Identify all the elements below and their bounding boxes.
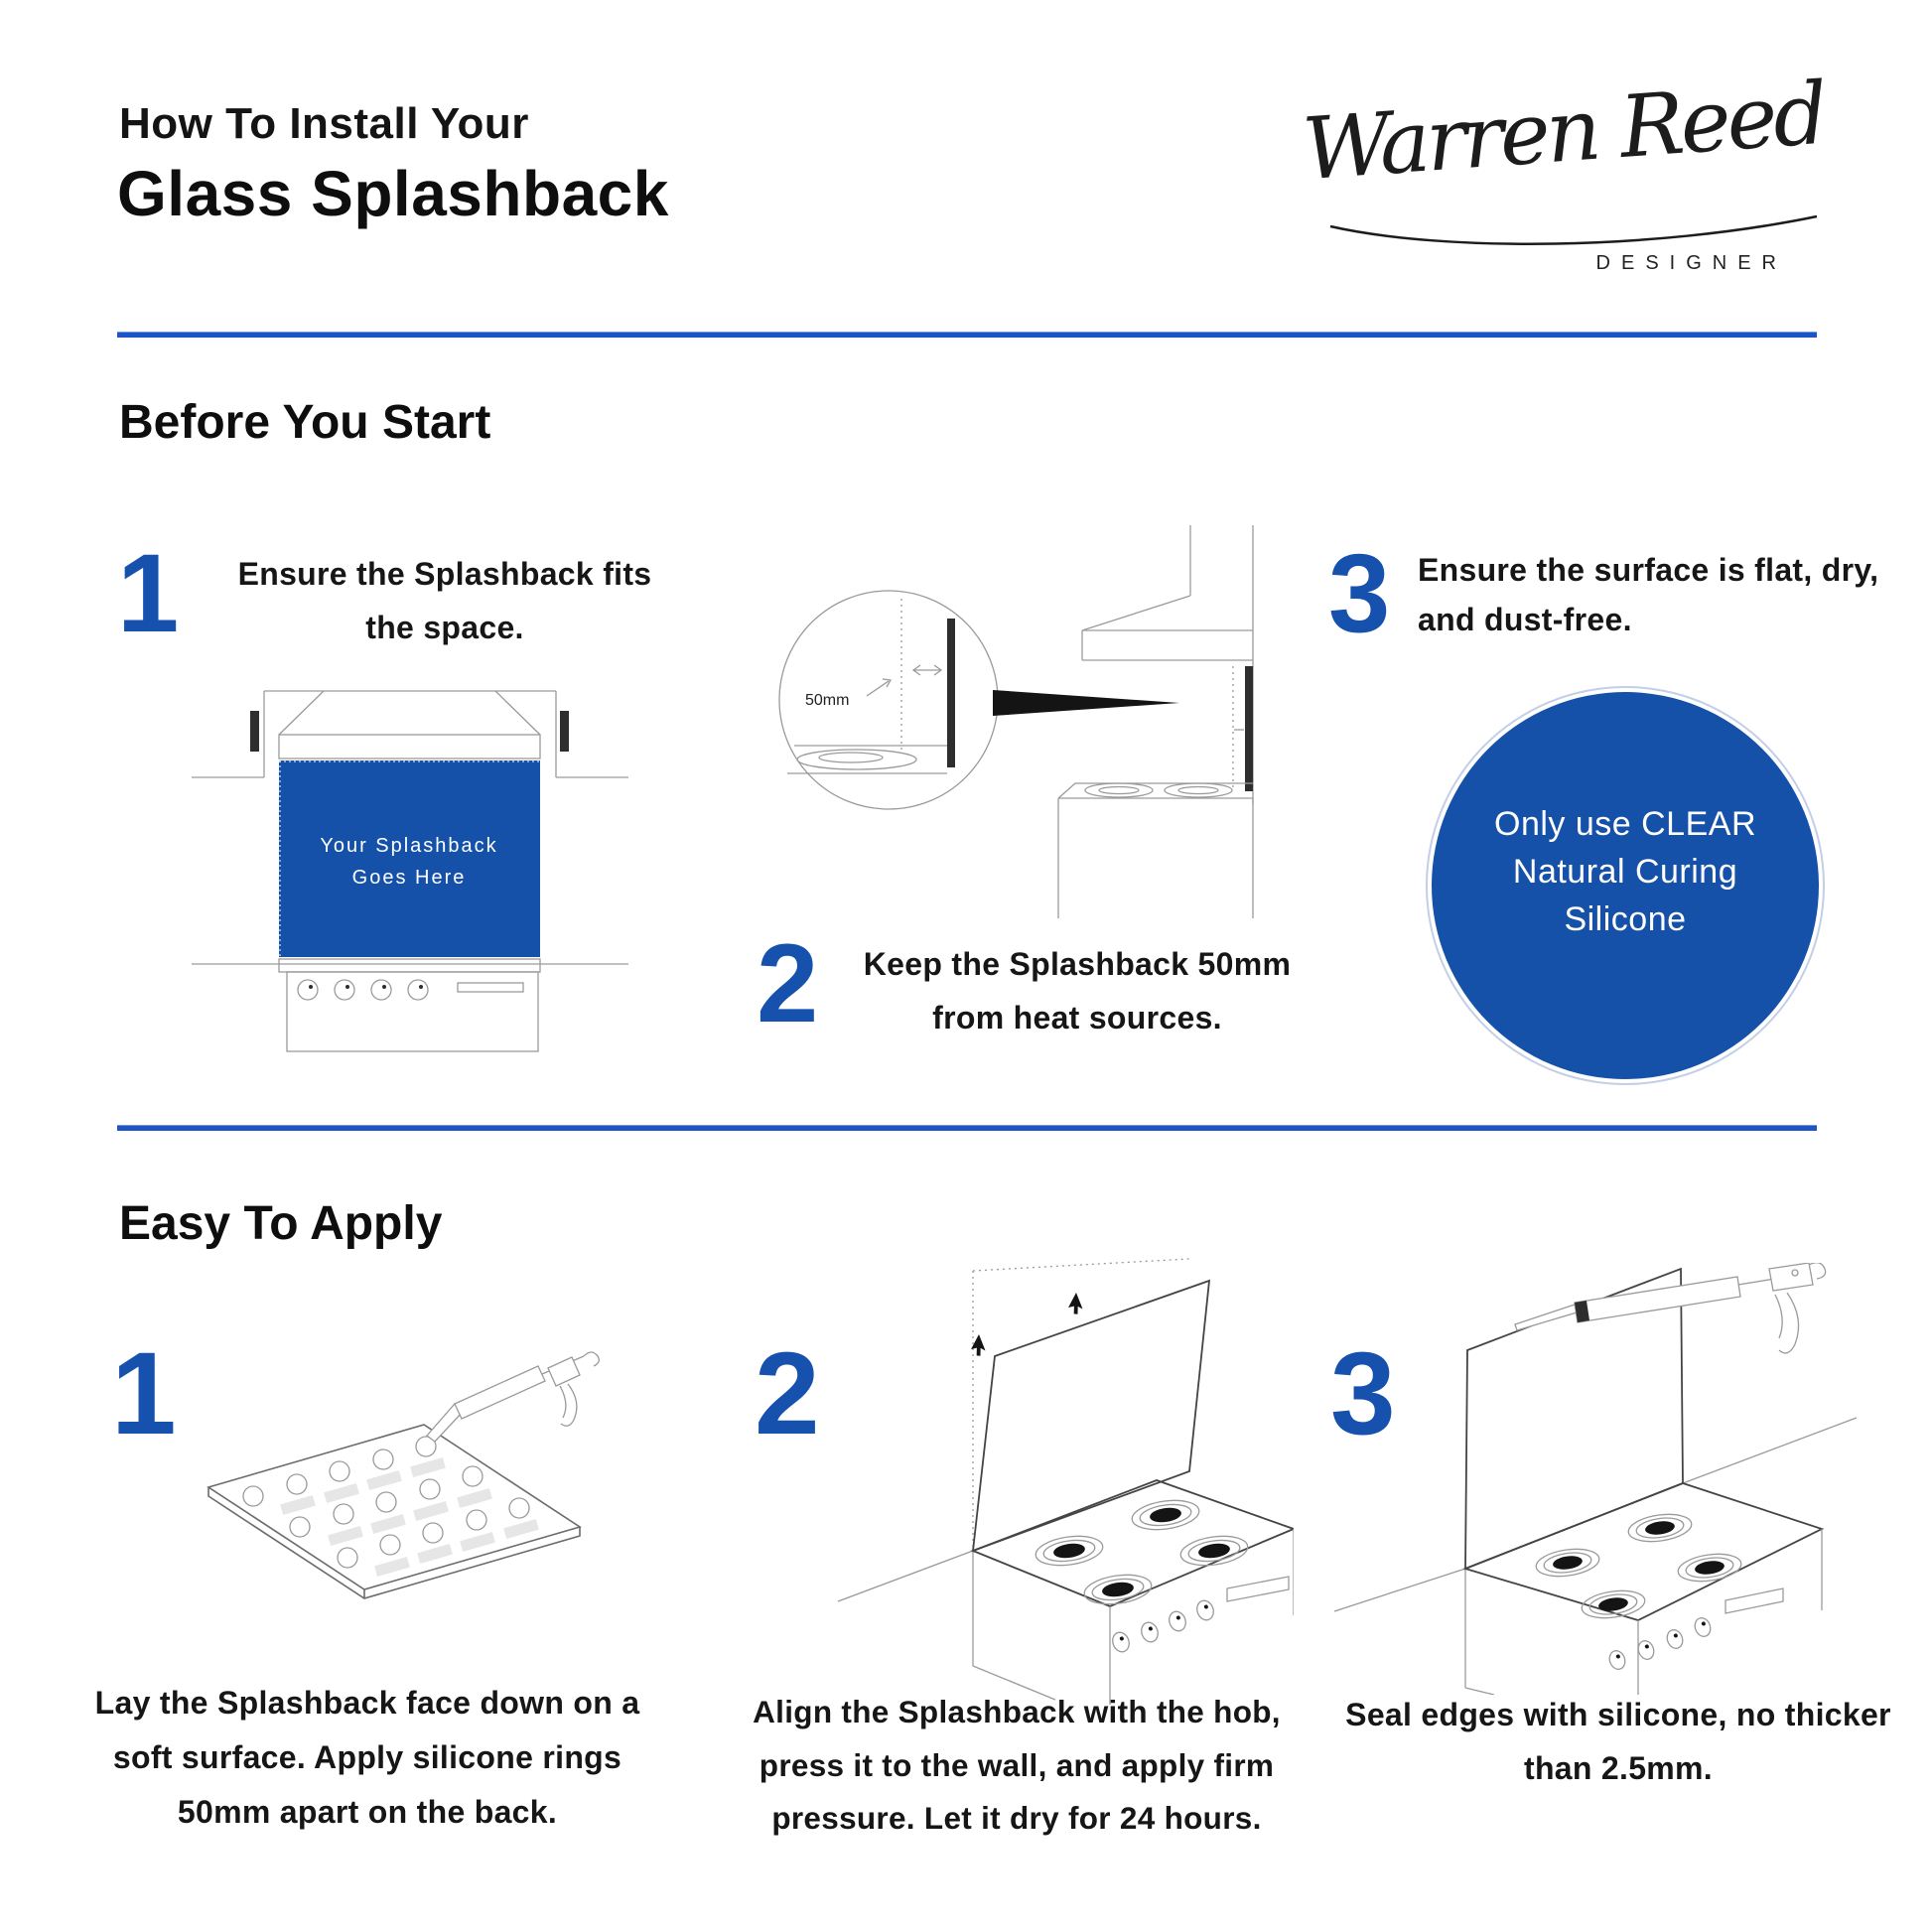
cabinet-handle-left <box>250 711 259 752</box>
cooker-display <box>458 983 523 992</box>
cooker-knobs <box>1607 1616 1714 1672</box>
caulking-gun-icon <box>427 1352 599 1442</box>
cooker-knobs <box>1110 1598 1216 1654</box>
align-press-illustration <box>723 1253 1294 1705</box>
before-step1-text: Ensure the Splashback fits the space. <box>237 556 652 645</box>
silicone-note-text: Only use CLEAR Natural Curing Silicone <box>1494 804 1756 939</box>
apply-step3-caption: Seal edges with silicone, no thicker than 2.5mm. <box>1345 1697 1891 1787</box>
before-step3-text: Ensure the surface is flat, dry, and dust-free. <box>1418 552 1879 637</box>
apply-step1-number: 1 <box>111 1328 177 1459</box>
caulking-gun-icon <box>1515 1263 1826 1353</box>
hob-box <box>1058 783 1253 918</box>
cooker-display <box>1227 1577 1289 1601</box>
cooker-knobs <box>298 980 428 1000</box>
apply-step2-caption: Align the Splashback with the hob, press it to the wall, and apply firm pressure. Let it dry for 24 hours. <box>753 1694 1281 1837</box>
seal-edges-illustration <box>1320 1263 1862 1695</box>
press-direction-arrows <box>970 1293 1088 1358</box>
splashback-edge-detail <box>947 619 955 767</box>
brand-logo-subtitle: DESIGNER <box>1595 252 1787 274</box>
section-divider-top <box>117 332 1817 338</box>
splashback-fit-illustration <box>184 685 635 1052</box>
before-step2-number: 2 <box>757 921 819 1045</box>
splashback-panel-label-line1: Your Splashback <box>320 835 498 857</box>
apply-section-heading: Easy To Apply <box>119 1197 443 1250</box>
logo-swash-flourish <box>1325 212 1822 252</box>
silicone-note-badge <box>1432 692 1819 1079</box>
section-divider-bottom <box>117 1125 1817 1131</box>
page-title-kicker: How To Install Your <box>119 99 529 148</box>
before-step1-number: 1 <box>117 531 180 655</box>
hob-burners <box>1535 1511 1743 1622</box>
splashback-panel-label-line2: Goes Here <box>351 867 467 889</box>
before-step3-number: 3 <box>1328 531 1391 655</box>
hob-burners <box>1034 1496 1249 1607</box>
cooker-display <box>1725 1588 1783 1613</box>
apply-step1-caption: Lay the Splashback face down on a soft surface. Apply silicone rings 50mm apart on the back. <box>94 1685 640 1831</box>
before-step2-text: Keep the Splashback 50mm from heat sources. <box>863 946 1292 1035</box>
splashback-edge <box>1245 666 1253 791</box>
cabinet-handle-right <box>560 711 569 752</box>
lay-flat-illustration <box>139 1328 635 1656</box>
gap-measurement-label: 50mm <box>805 692 850 709</box>
apply-step3-number: 3 <box>1330 1328 1396 1459</box>
before-section-heading: Before You Start <box>119 396 491 449</box>
apply-step2-number: 2 <box>755 1328 820 1459</box>
cooker-hood <box>1082 525 1253 804</box>
brand-logo <box>1286 64 1842 294</box>
magnifier-pointer-wedge <box>993 690 1179 716</box>
heat-distance-illustration <box>740 501 1296 918</box>
brand-logo-name: Warren Reed <box>1300 64 1828 201</box>
page-title: Glass Splashback <box>117 158 669 229</box>
splashback-panel <box>279 760 540 957</box>
